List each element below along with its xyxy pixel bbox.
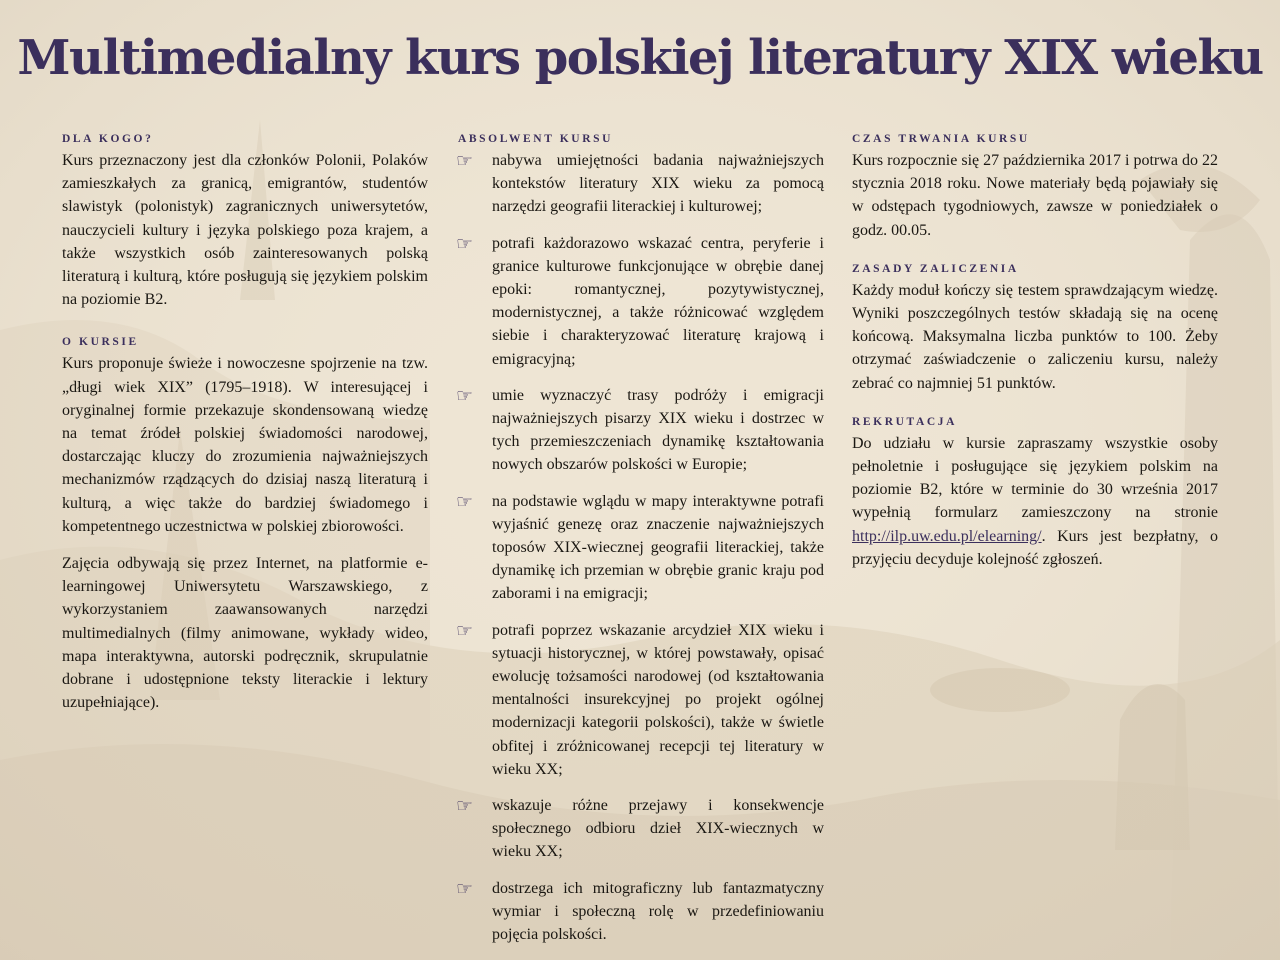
list-item-text: potrafi każdorazowo wskazać centra, peryferie i granice kulturowe funkcjonujące w obrębie danej epoki: romantycznej, pozytywistycznej, modernistycznej, a także różnicować względem siebie i charakteryzować literaturę krajową i emigracyjną; — [492, 234, 824, 368]
column-right — [852, 132, 1218, 571]
section-text: Zajęcia odbywają się przez Internet, na platformie e-learningowej Uniwersytetu Warszawskiego, z wykorzystaniem zaawansowanych narzędzi multimedialnych (filmy animowane, wykłady wideo, mapa interaktywna, autorski podręcznik, skrupulatnie dobrane i udostępnione teksty literackie i lektury uzupełniające). — [62, 555, 428, 712]
section-heading: O KURSIE — [62, 336, 139, 349]
pointing-hand-icon: ☞ — [456, 232, 474, 255]
list-item-text: na podstawie wglądu w mapy interaktywne potrafi wyjaśnić genezę oraz znaczenie najważniejszych toposów XIX-wiecznej geografii literackiej, także dynamikę ich przemian w obrębie granic kraju pod zaborami i na emigracji; — [492, 492, 824, 603]
list-item — [458, 877, 824, 947]
column-middle — [458, 132, 824, 959]
section-dla-kogo — [62, 132, 428, 311]
section-text: Każdy moduł kończy się testem sprawdzającym wiedzę. Wyniki poszczególnych testów składają się na ocenę końcową. Maksymalna liczba punktów to 100. Żeby otrzymać zaświadczenie o zaliczeniu kursu, należy zebrać co najmniej 51 punktów. — [852, 281, 1218, 392]
pointing-hand-icon: ☞ — [456, 384, 474, 407]
section-heading: CZAS TRWANIA KURSU — [852, 133, 1030, 145]
pointing-hand-icon: ☞ — [456, 150, 474, 172]
list-item-text: umie wyznaczyć trasy podróży i emigracji najważniejszych pisarzy XIX wieku i dostrzec w tych przemieszczeniach dynamikę kształtowania nowych obszarów polskości w Europie; — [492, 386, 824, 474]
list-item — [458, 149, 824, 219]
section-heading: REKRUTACJA — [852, 415, 958, 428]
list-item-text: wskazuje różne przejawy i konsekwencje społecznego odbioru dzieł XIX-wiecznych w wieku XX; — [492, 797, 824, 861]
section-czas-trwania — [852, 132, 1218, 242]
rekrutacja-text-before: Do udziału w kursie zapraszamy wszystkie osoby pełnoletnie i posługujące się językiem polskim na poziomie B2, które w terminie do 30 września 2017 wypełnią formularz zamieszczony na stronie — [852, 434, 1218, 522]
page-title: Multimedialny kurs polskiej literatury XIX wieku — [17, 30, 1263, 86]
graduate-skills-list — [458, 149, 824, 946]
pointing-hand-icon: ☞ — [456, 795, 474, 818]
section-heading: ABSOLWENT KURSU — [458, 133, 613, 145]
list-item — [458, 490, 824, 606]
section-rekrutacja — [852, 415, 1218, 571]
list-item-text: nabywa umiejętności badania najważniejszych kontekstów literatury XIX wieku za pomocą narzędzi geografii literackiej i kulturowej; — [492, 152, 824, 216]
section-heading: ZASADY ZALICZENIA — [852, 262, 1019, 275]
section-zasady-zaliczenia — [852, 262, 1218, 395]
list-item — [458, 619, 824, 781]
section-text: Kurs rozpocznie się 27 października 2017 i potrwa do 22 stycznia 2018 roku. Nowe materiały będą pojawiały się w odstępach tygodniowych, zawsze w poniedziałek o godz. 00.05. — [852, 152, 1218, 239]
rekrutacja-text-after: . Kurs jest bezpłatny, o przyjęciu decyduje kolejność zgłoszeń. — [852, 527, 1218, 568]
section-text: Kurs proponuje świeże i nowoczesne spojrzenie na tzw. „długi wiek XIX” (1795–1918). W interesującej i oryginalnej formie przekazuje skondensowaną wiedzę na temat źródeł polskiej świadomości narodowej, dostarczając kluczy do zrozumienia najważniejszych mechanizmów rządzących do dzisiaj naszą literaturą i kulturą, a więc także do bardziej świadomego i kompetentnego uczestnictwa w polskiej zbiorowości. — [62, 355, 428, 535]
list-item — [458, 384, 824, 477]
pointing-hand-icon: ☞ — [456, 877, 474, 900]
list-item-text: dostrzega ich mitograficzny lub fantazmatyczny wymiar i społeczną rolę w przedefiniowaniu pojęcia polskości. — [492, 879, 824, 944]
list-item — [458, 232, 824, 371]
elearning-link[interactable]: http://ilp.uw.edu.pl/elearning/ — [852, 527, 1042, 545]
section-heading: DLA KOGO? — [62, 133, 154, 145]
pointing-hand-icon: ☞ — [456, 490, 474, 513]
column-left — [62, 132, 428, 714]
list-item — [458, 794, 824, 864]
section-o-kursie — [62, 335, 428, 714]
section-text — [852, 432, 1218, 571]
section-text: Kurs przeznaczony jest dla członków Polonii, Polaków zamieszkałych za granicą, emigrantów, studentów slawistyk (polonistyk) zagranicznych uniwersytetów, nauczycieli kultury i języka polskiego poza krajem, a także wszystkich osób zainteresowanych polską literaturą i kulturą, które posługują się językiem polskim na poziomie B2. — [62, 152, 428, 309]
list-item-text: potrafi poprzez wskazanie arcydzieł XIX wieku i sytuacji historycznej, w której powstawały, opisać ewolucję tożsamości narodowej (od kształtowania mentalności insurekcyjnej po projekt ogólnej modernizacji kategorii polskości), także w świetle obfitej i zróżnicowanej recepcji tej literatury w wieku XX; — [492, 621, 824, 778]
pointing-hand-icon: ☞ — [456, 619, 474, 642]
